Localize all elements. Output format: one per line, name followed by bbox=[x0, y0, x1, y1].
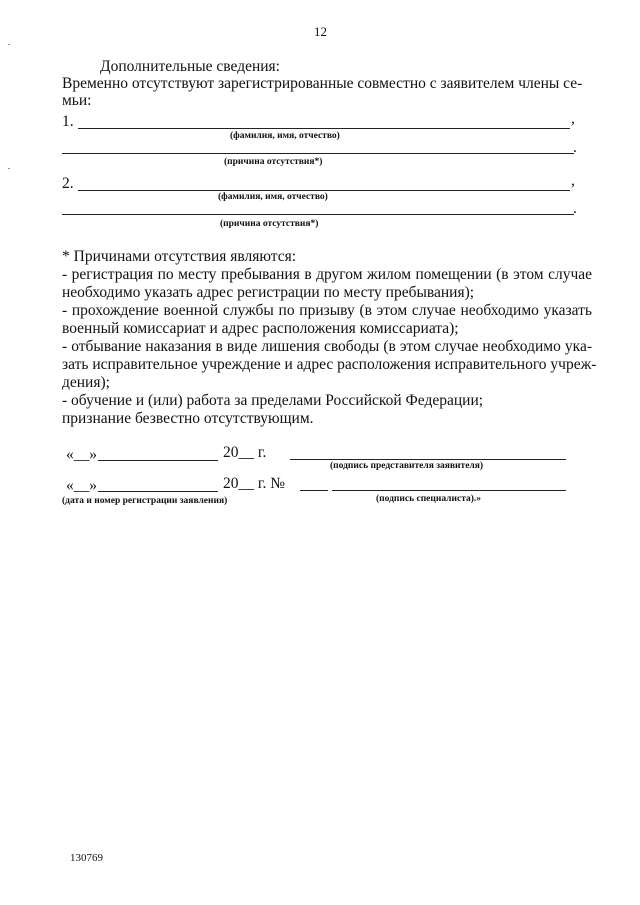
intro-line-2: мьи: bbox=[62, 92, 92, 109]
member-1-reason-field[interactable] bbox=[62, 153, 574, 154]
date-open-2: «__» bbox=[66, 477, 97, 494]
date-open-1: «__» bbox=[66, 446, 97, 463]
member-1-period: . bbox=[573, 139, 577, 156]
footnote-line: зать исправительное учреждение и адрес расположения исправительного учреж- bbox=[62, 356, 597, 373]
page-number: 12 bbox=[314, 24, 327, 39]
applicant-signature-caption: (подпись представителя заявителя) bbox=[330, 461, 484, 471]
member-2-name-field[interactable] bbox=[78, 190, 570, 191]
member-2-number: 2. bbox=[62, 175, 74, 192]
margin-mark bbox=[8, 44, 10, 45]
footnote-line: военный комиссариат и адрес расположения комиссариата); bbox=[62, 320, 459, 337]
applicant-representative-signature-field[interactable] bbox=[290, 459, 566, 460]
member-1-comma: , bbox=[571, 110, 575, 127]
member-1-name-caption: (фамилия, имя, отчество) bbox=[230, 131, 340, 141]
date-month-field-2[interactable] bbox=[98, 491, 218, 492]
intro-line-1: Временно отсутствуют зарегистрированные совместно с заявителем члены се- bbox=[62, 75, 583, 92]
footnote-line: признание безвестно отсутствующим. bbox=[62, 410, 314, 427]
document-code: 130769 bbox=[70, 852, 103, 864]
member-2-reason-field[interactable] bbox=[62, 214, 574, 215]
footnote-line: - прохождение военной службы по призыву (в этом случае необходимо указать bbox=[62, 302, 592, 319]
member-2-reason-caption: (причина отсутствия*) bbox=[220, 219, 319, 229]
member-1-reason-caption: (причина отсутствия*) bbox=[224, 157, 323, 167]
member-1-name-field[interactable] bbox=[78, 128, 570, 129]
year-label-1: 20__ г. bbox=[223, 444, 267, 461]
specialist-signature-caption: (подпись специалиста).» bbox=[376, 494, 482, 504]
section-heading: Дополнительные сведения: bbox=[100, 58, 280, 75]
member-2-name-caption: (фамилия, имя, отчество) bbox=[218, 192, 328, 202]
member-1-number: 1. bbox=[62, 113, 74, 130]
year-label-2: 20__ г. № bbox=[223, 475, 286, 492]
margin-mark bbox=[8, 168, 10, 169]
registration-caption: (дата и номер регистрации заявления) bbox=[62, 496, 228, 506]
footnote-line: - отбывание наказания в виде лишения свободы (в этом случае необходимо ука- bbox=[62, 338, 592, 355]
footnote-line: - обучение и (или) работа за пределами Российской Федерации; bbox=[62, 392, 484, 409]
footnote-title: * Причинами отсутствия являются: bbox=[62, 248, 297, 265]
member-2-period: . bbox=[573, 200, 577, 217]
member-2-comma: , bbox=[571, 172, 575, 189]
specialist-signature-field[interactable] bbox=[332, 490, 566, 491]
footnote-line: необходимо указать адрес регистрации по месту пребывания); bbox=[62, 284, 475, 301]
registration-number-field[interactable] bbox=[300, 490, 328, 491]
footnote-line: - регистрация по месту пребывания в другом жилом помещении (в этом случае bbox=[62, 266, 592, 283]
date-month-field-1[interactable] bbox=[98, 460, 218, 461]
footnote-line: дения); bbox=[62, 374, 110, 391]
